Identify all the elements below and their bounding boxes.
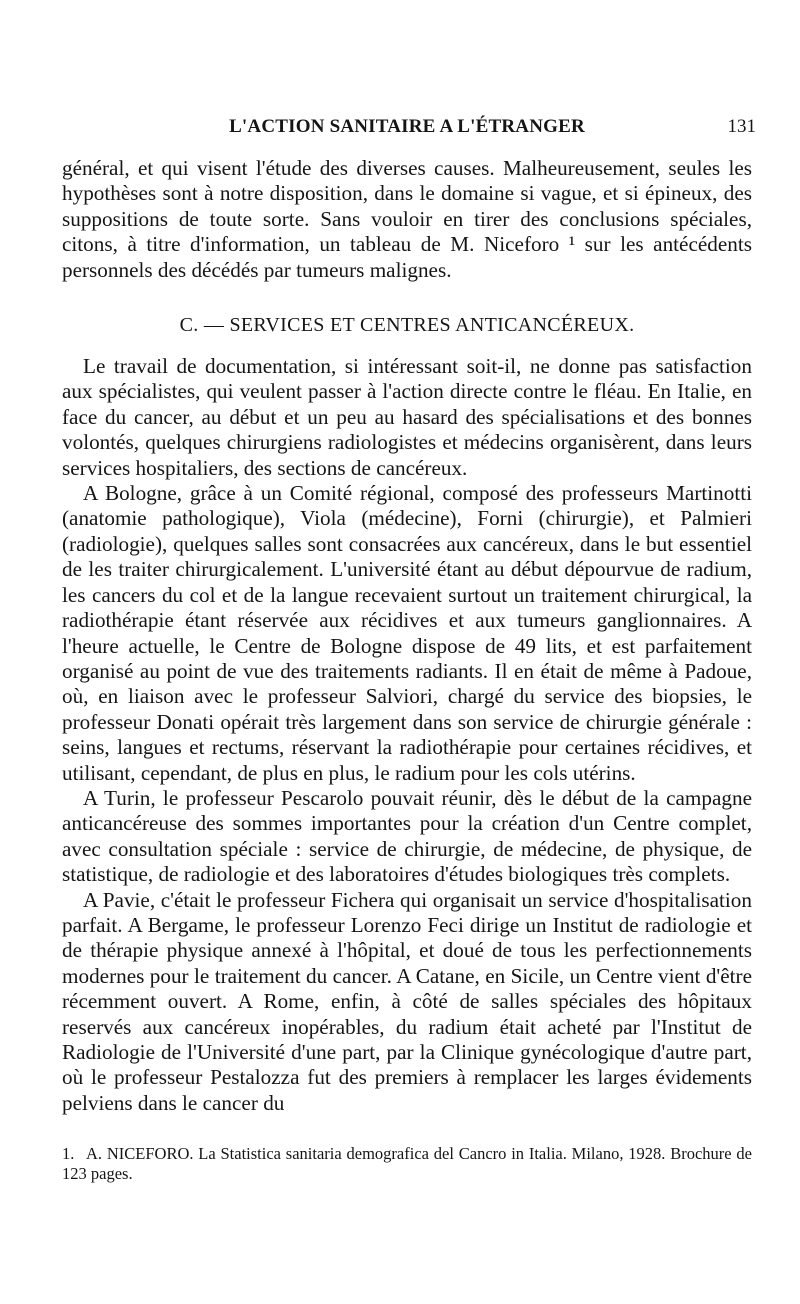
body-paragraph-2: A Bologne, grâce à un Comité régional, composé des professeurs Martinotti (anatomie pathologique), Viola (médecine), Forni (chirurgie), et Palmieri (radiologie), quelques salles sont consacrées aux cancéreux, dans le but essentiel de les traiter chirurgicalement. L'université étant au début dépourvue de radium, les cancers du col et de la langue recevaient surtout un traitement chirurgical, la radiothérapie étant réservée aux récidives et aux tumeurs ganglionnaires. A l'heure actuelle, le Centre de Bologne dispose de 49 lits, et est parfaitement organisé au point de vue des traitements radiants. Il en était de même à Padoue, où, en liaison avec le professeur Salviori, chargé du service des biopsies, le professeur Donati opérait très largement dans son service de chirurgie générale : seins, langues et rectums, réservant la radiothérapie pour certaines récidives, et utilisant, cependant, de plus en plus, le radium pour les cols utérins. xyxy=(62,481,752,785)
running-title: L'ACTION SANITAIRE A L'ÉTRANGER xyxy=(229,116,585,137)
footnote-text: A. NICEFORO. La Statistica sanitaria demografica del Cancro in Italia. Milano, 1928. Brochure de 123 pages. xyxy=(62,1144,752,1184)
intro-paragraph: général, et qui visent l'étude des diverses causes. Malheureusement, seules les hypothèses sont à notre disposition, dans le domaine si vague, et si épineux, des suppositions de toute sorte. Sans vouloir en tirer des conclusions spéciales, citons, à titre d'information, un tableau de M. Niceforo ¹ sur les antécédents personnels des décédés par tumeurs malignes. xyxy=(62,156,752,282)
page-header xyxy=(62,112,756,144)
footnote xyxy=(62,1144,752,1184)
document-page xyxy=(62,112,756,1184)
body-paragraph-3: A Turin, le professeur Pescarolo pouvait réunir, dès le début de la campagne anticancéreuse des sommes importantes pour la création d'un Centre complet, avec consultation spéciale : service de chirurgie, de médecine, de physique, de statistique, de radiologie et des laboratoires d'études biologiques très complets. xyxy=(62,785,752,887)
body-paragraph-1: Le travail de documentation, si intéressant soit-il, ne donne pas satisfaction aux spécialistes, qui veulent passer à l'action directe contre le fléau. En Italie, en face du cancer, au début et un peu au hasard des spécialisations et des bonnes volontés, quelques chirurgiens radiologistes et médecins organisèrent, dans leurs services hospitaliers, des sections de cancéreux. xyxy=(62,354,752,480)
footnote-number: 1. xyxy=(62,1144,75,1164)
page-number: 131 xyxy=(727,116,756,137)
section-heading: C. — SERVICES ET CENTRES ANTICANCÉREUX. xyxy=(179,314,635,337)
body-paragraph-4: A Pavie, c'était le professeur Fichera qui organisait un service d'hospitalisation parfait. A Bergame, le professeur Lorenzo Feci dirige un Institut de radiologie et de thérapie physique annexé à l'hôpital, et doué de tous les perfectionnements modernes pour le traitement du cancer. A Catane, en Sicile, un Centre vient d'être récemment ouvert. A Rome, enfin, à côté de salles spéciales des hôpitaux reservés aux cancéreux inopérables, du radium était acheté par l'Institut de Radiologie de l'Université d'une part, par la Clinique gynécologique d'autre part, où le professeur Pestalozza fut des premiers à remplacer les larges évidements pelviens dans le cancer du xyxy=(62,887,752,1115)
